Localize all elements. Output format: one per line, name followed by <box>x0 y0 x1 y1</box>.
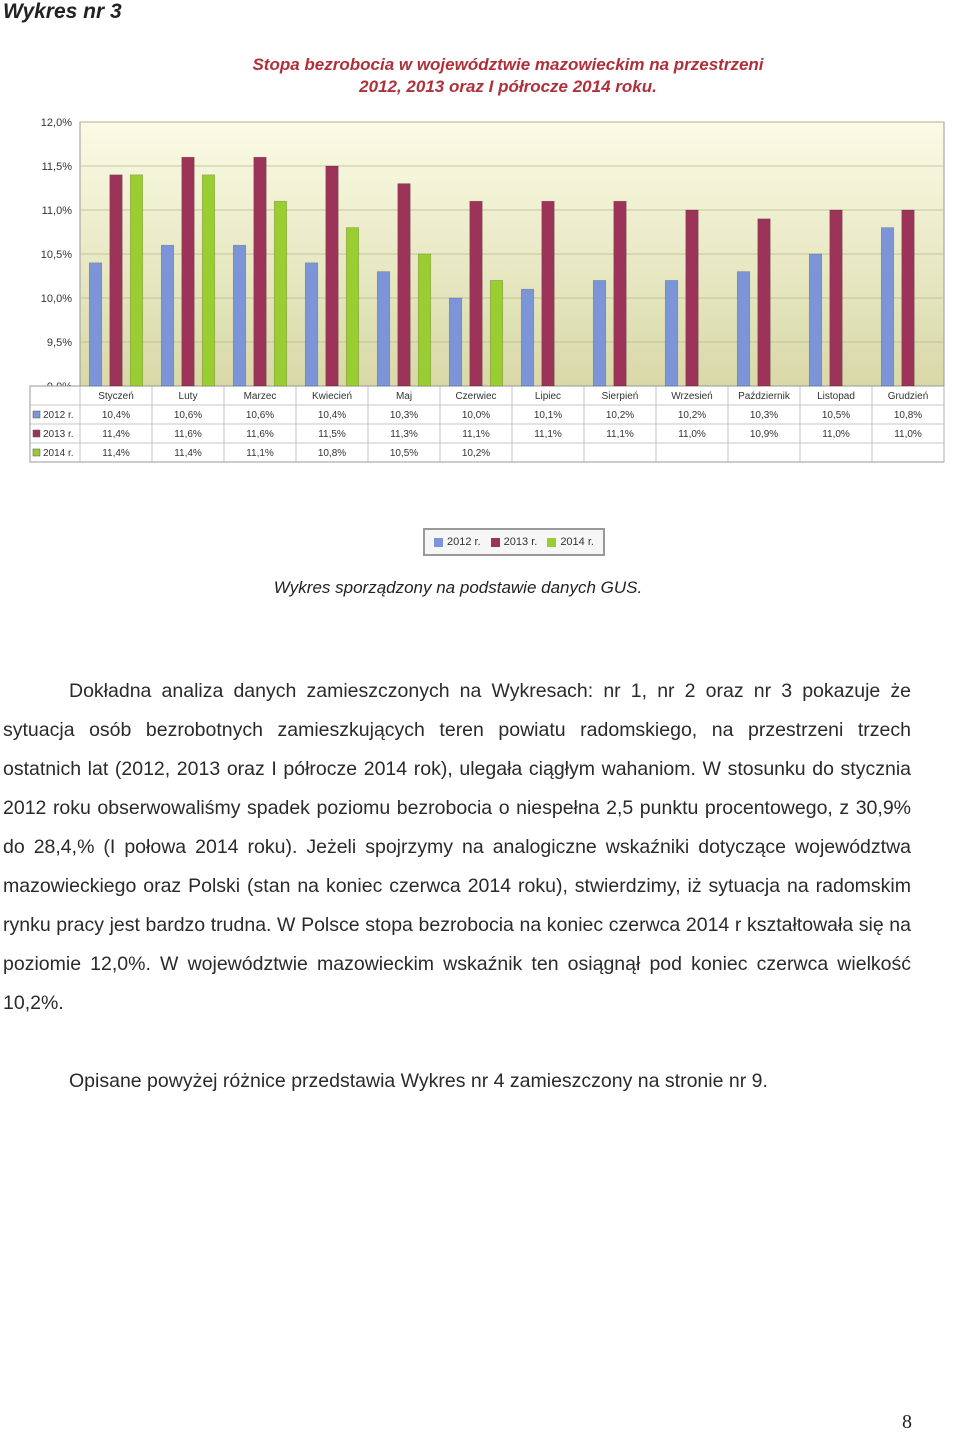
data-label: 11,4% <box>174 448 202 459</box>
legend-swatch <box>547 538 556 547</box>
category-label: Maj <box>395 391 413 402</box>
data-label: 10,6% <box>245 410 275 421</box>
data-label: 10,9% <box>749 429 779 440</box>
chart-title-line-2: 2012, 2013 oraz I półrocze 2014 roku. <box>359 77 657 96</box>
data-label: 11,6% <box>246 429 274 440</box>
bar-2012 <box>89 263 102 386</box>
body-paragraph-1: Dokładna analiza danych zamieszczonych na Wykresach: nr 1, nr 2 oraz nr 3 pokazuje że sytuacja osób bezrobotnych zamieszkujących teren powiatu radomskiego, na przestrzeni trzech ostatnich lat (2012, 2013 oraz I półrocze 2014 rok), ulegała ciągłym wahaniom. W stosunku do stycznia 2012 roku obserwowaliśmy spadek poziomu bezrobocia o niespełna 2,5 punktu procentowego, z 30,9% do 28,4,% (I połowa 2014 roku). Jeżeli spojrzymy na analogiczne wskaźniki dotyczące województwa mazowieckiego oraz Polski (stan na koniec czerwca 2014 roku), stwierdzimy, iż sytuacja na radomskim rynku pracy jest bardzo trudna. W Polsce stopa bezrobocia na koniec czerwca 2014 r kształtowała się na poziomie 12,0%. W województwie mazowieckim wskaźnik ten osiągnął pod koniec czerwca wielkość 10,2%. <box>3 680 911 1014</box>
bar-2012 <box>737 272 750 386</box>
bar-2012 <box>521 289 534 386</box>
y-tick-label: 11,5% <box>41 161 72 173</box>
data-label: 10,2% <box>677 410 707 421</box>
y-tick-label: 12,0% <box>40 117 72 129</box>
data-label: 10,5% <box>821 410 851 421</box>
data-label: 11,4% <box>102 429 130 440</box>
data-label: 11,4% <box>102 448 130 459</box>
bar-2013 <box>758 219 771 386</box>
bar-2012 <box>233 245 246 386</box>
category-label: Grudzień <box>887 391 929 402</box>
legend-swatch <box>434 538 443 547</box>
table-series-name: 2014 r. <box>43 448 74 459</box>
data-label: 10,2% <box>605 410 635 421</box>
category-label: Czerwiec <box>455 391 497 402</box>
table-series-swatch <box>33 430 40 437</box>
table-series-name: 2013 r. <box>43 429 74 440</box>
bar-2013 <box>182 157 195 386</box>
bar-2013 <box>614 201 627 386</box>
data-label: 10,4% <box>101 410 131 421</box>
legend-label: 2013 r. <box>503 536 538 548</box>
data-label: 10,3% <box>749 410 779 421</box>
legend-item <box>491 536 538 548</box>
data-label: 11,1% <box>606 429 634 440</box>
legend-item <box>434 536 481 548</box>
y-tick-label: 9,5% <box>46 337 72 349</box>
bar-2013 <box>902 210 915 386</box>
legend-label: 2012 r. <box>447 536 481 548</box>
data-label: 10,3% <box>389 410 419 421</box>
data-label: 10,5% <box>389 448 419 459</box>
bar-2012 <box>665 280 678 386</box>
category-label: Październik <box>738 391 790 402</box>
y-tick-label: 10,0% <box>40 293 72 305</box>
figure-heading: Wykres nr 3 <box>3 0 122 23</box>
legend-swatch <box>491 538 500 547</box>
bar-2012 <box>881 228 894 386</box>
data-label: 11,0% <box>822 429 850 440</box>
category-label: Listopad <box>817 391 855 402</box>
legend-label: 2014 r. <box>560 536 594 548</box>
chart-legend <box>423 528 605 556</box>
table-series-swatch <box>33 449 40 456</box>
category-label: Wrzesień <box>671 391 713 402</box>
y-tick-label: 10,5% <box>40 249 72 261</box>
data-label: 11,1% <box>534 429 562 440</box>
data-label: 11,0% <box>678 429 706 440</box>
chart-title-line-1: Stopa bezrobocia w województwie mazowieckim na przestrzeni <box>252 55 764 74</box>
bar-2013 <box>542 201 555 386</box>
source-note: Wykres sporządzony na podstawie danych GUS. <box>273 578 643 597</box>
category-label: Marzec <box>243 391 277 402</box>
body-paragraph-2: Opisane powyżej różnice przedstawia Wykres nr 4 zamieszczony na stronie nr 9. <box>69 1070 768 1092</box>
category-label: Luty <box>178 391 198 402</box>
data-label: 10,6% <box>173 410 203 421</box>
data-label: 10,8% <box>317 448 347 459</box>
data-label: 11,1% <box>246 448 274 459</box>
bar-2013 <box>254 157 267 386</box>
data-label: 11,0% <box>894 429 922 440</box>
data-label: 10,4% <box>317 410 347 421</box>
category-label: Kwiecień <box>311 391 353 402</box>
bar-2014 <box>490 280 503 386</box>
data-label: 10,1% <box>533 410 563 421</box>
bar-2013 <box>470 201 483 386</box>
bar-2012 <box>377 272 390 386</box>
bar-2014 <box>130 175 143 386</box>
bar-2013 <box>686 210 699 386</box>
data-label: 11,5% <box>318 429 346 440</box>
data-label: 11,1% <box>462 429 490 440</box>
category-label: Styczeń <box>98 391 134 402</box>
bar-2012 <box>161 245 174 386</box>
bar-2013 <box>398 184 411 386</box>
data-label: 11,3% <box>390 429 418 440</box>
bar-2012 <box>305 263 318 386</box>
table-series-name: 2012 r. <box>43 410 74 421</box>
page-number: 8 <box>902 1411 912 1433</box>
bar-2014 <box>418 254 431 386</box>
chart-svg <box>28 42 954 470</box>
bar-2012 <box>449 298 462 386</box>
table-series-swatch <box>33 411 40 418</box>
data-label: 11,6% <box>174 429 202 440</box>
bar-2013 <box>326 166 339 386</box>
bar-2014 <box>274 201 287 386</box>
unemployment-chart <box>28 42 954 470</box>
data-label: 10,0% <box>461 410 491 421</box>
bar-2013 <box>110 175 123 386</box>
bar-2012 <box>809 254 822 386</box>
category-label: Lipiec <box>534 391 562 402</box>
y-tick-label: 11,0% <box>41 205 72 217</box>
bar-2014 <box>202 175 215 386</box>
legend-item <box>547 536 594 548</box>
bar-2013 <box>830 210 843 386</box>
bar-2014 <box>346 228 359 386</box>
bar-2012 <box>593 280 606 386</box>
data-label: 10,2% <box>461 448 491 459</box>
category-label: Sierpień <box>601 391 639 402</box>
data-label: 10,8% <box>893 410 923 421</box>
